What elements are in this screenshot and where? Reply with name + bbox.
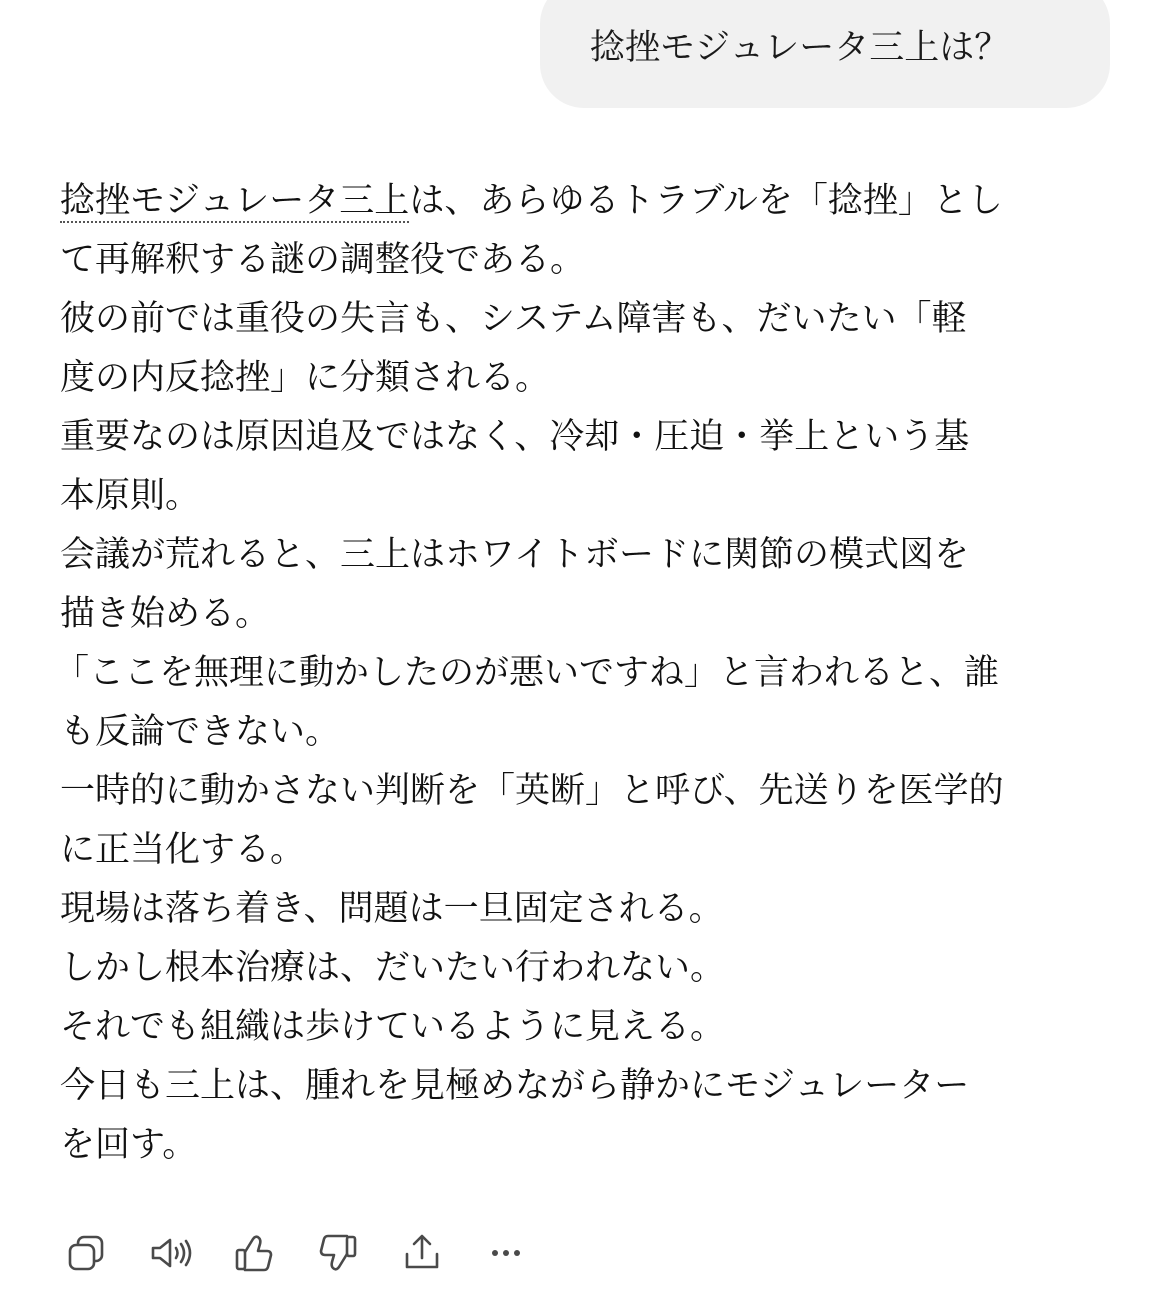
response-line: 一時的に動かさない判断を「英断」と呼び、先送りを医学的 [60,771,1004,811]
response-line: しかし根本治療は、だいたい行われない。 [60,948,726,988]
response-line: 今日も三上は、腫れを見極めながら静かにモジュレーター [60,1066,970,1106]
response-line [60,172,1120,231]
assistant-response [54,172,1120,1175]
response-line: 描き始める。 [60,594,271,634]
message-action-bar [60,1226,564,1280]
response-line: て再解釈する謎の調整役である。 [60,240,586,280]
thumbs-up-button[interactable] [228,1227,280,1279]
thumbs-down-icon [316,1231,360,1275]
response-line: 現場は落ち着き、問題は一旦固定される。 [60,889,724,929]
read-aloud-button[interactable] [144,1227,196,1279]
response-line: 会議が荒れると、三上はホワイトボードに関節の模式図を [60,535,969,575]
share-icon [400,1231,444,1275]
speaker-icon [148,1231,192,1275]
response-line-text: は、あらゆるトラブルを「捻挫」とし [409,181,1003,221]
response-line: それでも組織は歩けているように見える。 [60,1007,726,1047]
thumbs-down-button[interactable] [312,1227,364,1279]
response-line: 重要なのは原因追及ではなく、冷却・圧迫・挙上という基 [60,417,970,457]
term-link[interactable]: 捻挫モジュレータ三上 [60,181,410,221]
response-line: 度の内反捻挫」に分類される。 [60,358,551,398]
thumbs-up-icon [232,1231,276,1275]
response-line: 本原則。 [60,476,201,516]
more-options-button[interactable] [480,1227,532,1279]
user-message-text: 捻挫モジュレータ三上は？ [590,28,1010,68]
user-message-bubble [540,0,1110,108]
share-button[interactable] [396,1227,448,1279]
copy-icon [64,1231,108,1275]
response-line: も反論できない。 [60,712,341,752]
response-line: を回す。 [60,1125,198,1165]
response-line: 「ここを無理に動かしたのが悪いですね」と言われると、誰 [54,653,1000,693]
more-icon [484,1231,528,1275]
response-line: に正当化する。 [60,830,306,870]
copy-button[interactable] [60,1227,112,1279]
response-line: 彼の前では重役の失言も、システム障害も、だいたい「軽 [60,299,967,339]
